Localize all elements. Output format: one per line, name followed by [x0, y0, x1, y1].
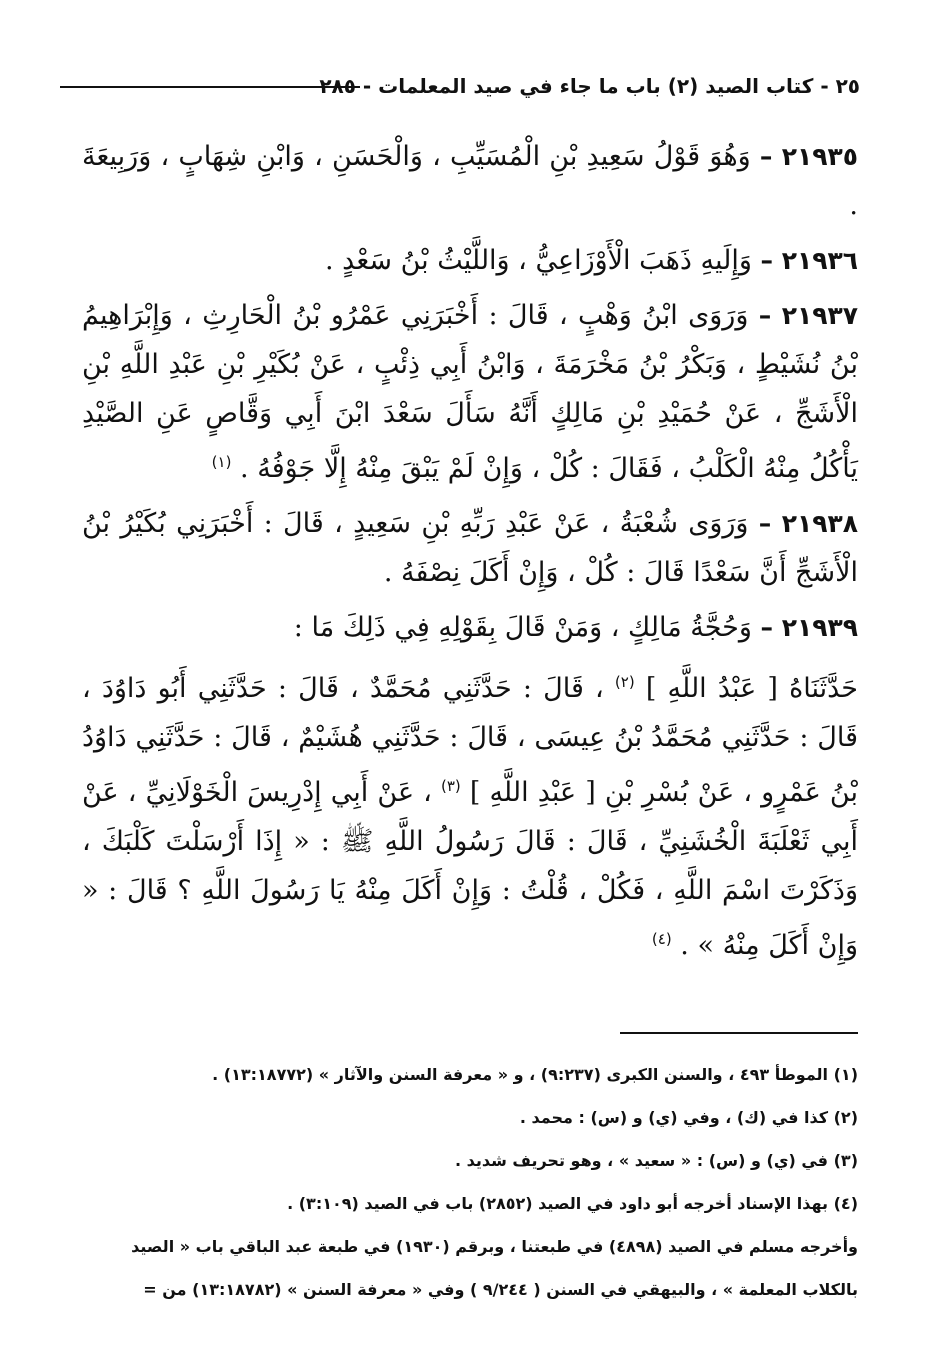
- paragraph-21937: [82, 291, 858, 493]
- paragraph-21939: [82, 603, 858, 652]
- footnote-ref-1: (١): [211, 453, 232, 471]
- paragraph-21938: [82, 499, 858, 597]
- paragraph-text: وَإِلَيهِ ذَهَبَ الْأَوْزَاعِيُّ ، وَاللَّيْثُ بْنُ سَعْدٍ .: [325, 245, 752, 276]
- footnote-ref-4: (٤): [651, 930, 672, 948]
- hadith-text-part3: ، عَنْ أَبِي إِدْرِيسَ الْخَوْلَانِيِّ ، عَنْ أَبِي ثَعْلَبَةَ الْخُشَنِيِّ ، قَالَ : قَالَ رَسُولُ اللَّهِ ﷺ : « إِذَا أَرْسَلْتَ كَلْبَكَ ، وَذَكَرْتَ اسْمَ اللَّهِ ، فَكُلْ ، قُلْتُ : وَإِنْ أَكَلَ مِنْهُ يَا رَسُولَ اللَّهِ ؟ قَالَ : « وَإِنْ أَكَلَ مِنْهُ » .: [82, 777, 858, 961]
- hadith-text-part1: حَدَّثَنَاهُ [ عَبْدُ اللَّهِ ]: [645, 673, 858, 704]
- paragraph-text: وَرَوَى ابْنُ وَهْبٍ ، قَالَ : أَخْبَرَنِي عَمْرُو بْنُ الْحَارِثِ ، وَإِبْرَاهِيمُ بْنُ نُشَيْطٍ ، وَبَكْرُ بْنُ مَخْرَمَةَ ، وَابْنُ أَبِي ذِئْبٍ ، عَنْ بُكَيْرِ بْنِ عَبْدِ اللَّهِ بْنِ الْأَشَجِّ ، عَنْ حُمَيْدِ بْنِ مَالِكٍ أَنَّهُ سَأَلَ سَعْدَ ابْنَ أَبِي وَقَّاصٍ عَنِ الصَّيْدِ يَأْكُلُ مِنْهُ الْكَلْبُ ، فَقَالَ : كُلْ ، وَإِنْ لَمْ يَبْقَ مِنْهُ إِلَّا جَوْفُهُ .: [82, 300, 858, 484]
- footnote-ref-3: (٣): [440, 777, 461, 795]
- paragraph-text: وَهُوَ قَوْلُ سَعِيدِ بْنِ الْمُسَيِّبِ ، وَالْحَسَنِ ، وَابْنِ شِهَابٍ ، وَرَبِيعَةَ .: [82, 141, 858, 221]
- paragraph-text: وَرَوَى شُعْبَةُ ، عَنْ عَبْدِ رَبِّهِ بْنِ سَعِيدٍ ، قَالَ : أَخْبَرَنِي بُكَيْرُ بْنُ الْأَشَجِّ أَنَّ سَعْدًا قَالَ : كُلْ ، وَإِنْ أَكَلَ نِصْفَهُ .: [82, 508, 858, 588]
- footnote-2: (٢) كذا في (ك) ، وفي (ي) و (س) : محمد .: [519, 1108, 858, 1127]
- running-header: [60, 72, 860, 108]
- hadith-text-part2: ، قَالَ : حَدَّثَنِي مُحَمَّدٌ ، قَالَ : حَدَّثَنِي أَبُو دَاوُدَ ، قَالَ : حَدَّثَنِي مُحَمَّدُ بْنُ عِيسَى ، قَالَ : حَدَّثَنِي هُشَيْمٌ ، قَالَ : حَدَّثَنِي دَاوُدُ بْنُ عَمْرٍو ، عَنْ بُسْرِ بْنِ [ عَبْدِ اللَّهِ ]: [82, 673, 858, 808]
- paragraph-21935: [82, 132, 858, 230]
- header-rule: [60, 86, 360, 88]
- paragraph-number: ٢١٩٣٦ –: [760, 246, 858, 275]
- footnote-separator: [620, 1032, 858, 1034]
- paragraph-number: ٢١٩٣٨ –: [758, 509, 858, 538]
- main-text: [82, 132, 858, 970]
- paragraph-text: وَحُجَّةُ مَالِكٍ ، وَمَنْ قَالَ بِقَوْلِهِ فِي ذَلِكَ مَا :: [293, 612, 752, 643]
- paragraph-number: ٢١٩٣٥ –: [759, 142, 858, 171]
- paragraph-number: ٢١٩٣٩ –: [760, 613, 858, 642]
- footnotes: [82, 1053, 858, 1311]
- footnote-3: (٣) في (ي) و (س) : « سعيد » ، وهو تحريف شديد .: [454, 1151, 858, 1170]
- footnote-ref-2: (٢): [614, 673, 635, 691]
- header-title: ٢٥ - كتاب الصيد (٢) باب ما جاء في صيد المعلمات - ٢٨٥: [319, 74, 860, 98]
- paragraph-number: ٢١٩٣٧ –: [758, 301, 858, 330]
- footnote-4: (٤) بهذا الإسناد أخرجه أبو داود في الصيد (٢٨٥٢) باب في الصيد (٣:١٠٩) .: [287, 1194, 858, 1213]
- footnote-4-continuation: وأخرجه مسلم في الصيد (٤٨٩٨) في طبعتنا ، وبرقم (١٩٣٠) في طبعة عبد الباقي باب « الصيد: [131, 1237, 858, 1256]
- hadith-paragraph: [82, 658, 858, 970]
- paragraph-21936: [82, 236, 858, 285]
- footnote-4-continuation: بالكلاب المعلمة » ، والبيهقي في السنن ( ٩/٢٤٤ ) وفي « معرفة السنن » (١٣:١٨٧٨٢) من =: [143, 1280, 858, 1299]
- footnote-1: (١) الموطأ ٤٩٣ ، والسنن الكبرى (٩:٢٣٧) ، و « معرفة السنن والآثار » (١٣:١٨٧٧٢) .: [212, 1065, 858, 1084]
